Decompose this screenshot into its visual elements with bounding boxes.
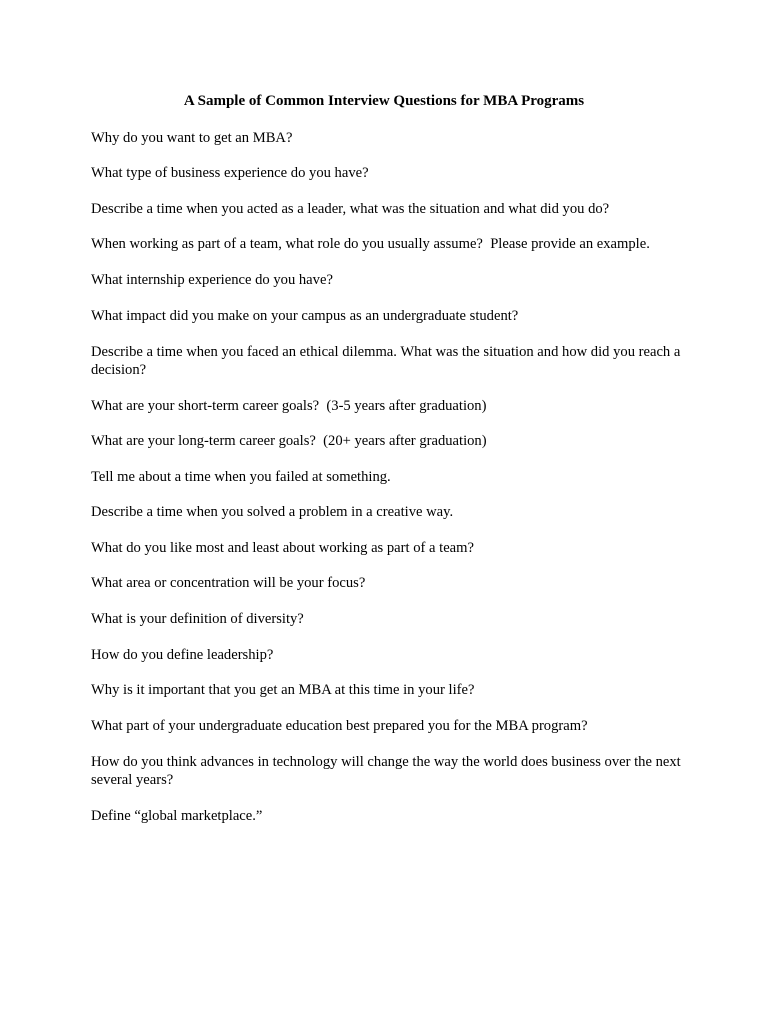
document-title: A Sample of Common Interview Questions for MBA Programs: [183, 93, 585, 109]
question-item: What internship experience do you have?: [91, 272, 333, 288]
question-item: Define “global marketplace.”: [91, 808, 263, 824]
question-item: What area or concentration will be your focus?: [91, 575, 366, 591]
question-item: Describe a time when you acted as a leader, what was the situation and what did you do?: [91, 201, 610, 217]
question-item: What part of your undergraduate education best prepared you for the MBA program?: [91, 718, 588, 734]
question-item: What is your definition of diversity?: [91, 611, 304, 627]
question-item: What type of business experience do you have?: [91, 165, 369, 181]
question-item: Why is it important that you get an MBA at this time in your life?: [91, 682, 475, 698]
question-item: Tell me about a time when you failed at something.: [91, 469, 391, 485]
question-item: Describe a time when you faced an ethical dilemma. What was the situation and how did you reach a decision?: [91, 344, 685, 378]
question-item: How do you think advances in technology will change the way the world does business over the next several years?: [91, 754, 685, 788]
question-item: What impact did you make on your campus as an undergraduate student?: [91, 308, 519, 324]
question-item: How do you define leadership?: [91, 647, 274, 663]
question-item: What do you like most and least about working as part of a team?: [91, 540, 474, 556]
question-item: Describe a time when you solved a problem in a creative way.: [91, 504, 454, 520]
question-item: When working as part of a team, what role do you usually assume? Please provide an example.: [91, 236, 650, 252]
question-item: What are your short-term career goals? (3-5 years after graduation): [91, 398, 487, 414]
question-item: Why do you want to get an MBA?: [91, 130, 293, 146]
question-item: What are your long-term career goals? (20+ years after graduation): [91, 433, 487, 449]
